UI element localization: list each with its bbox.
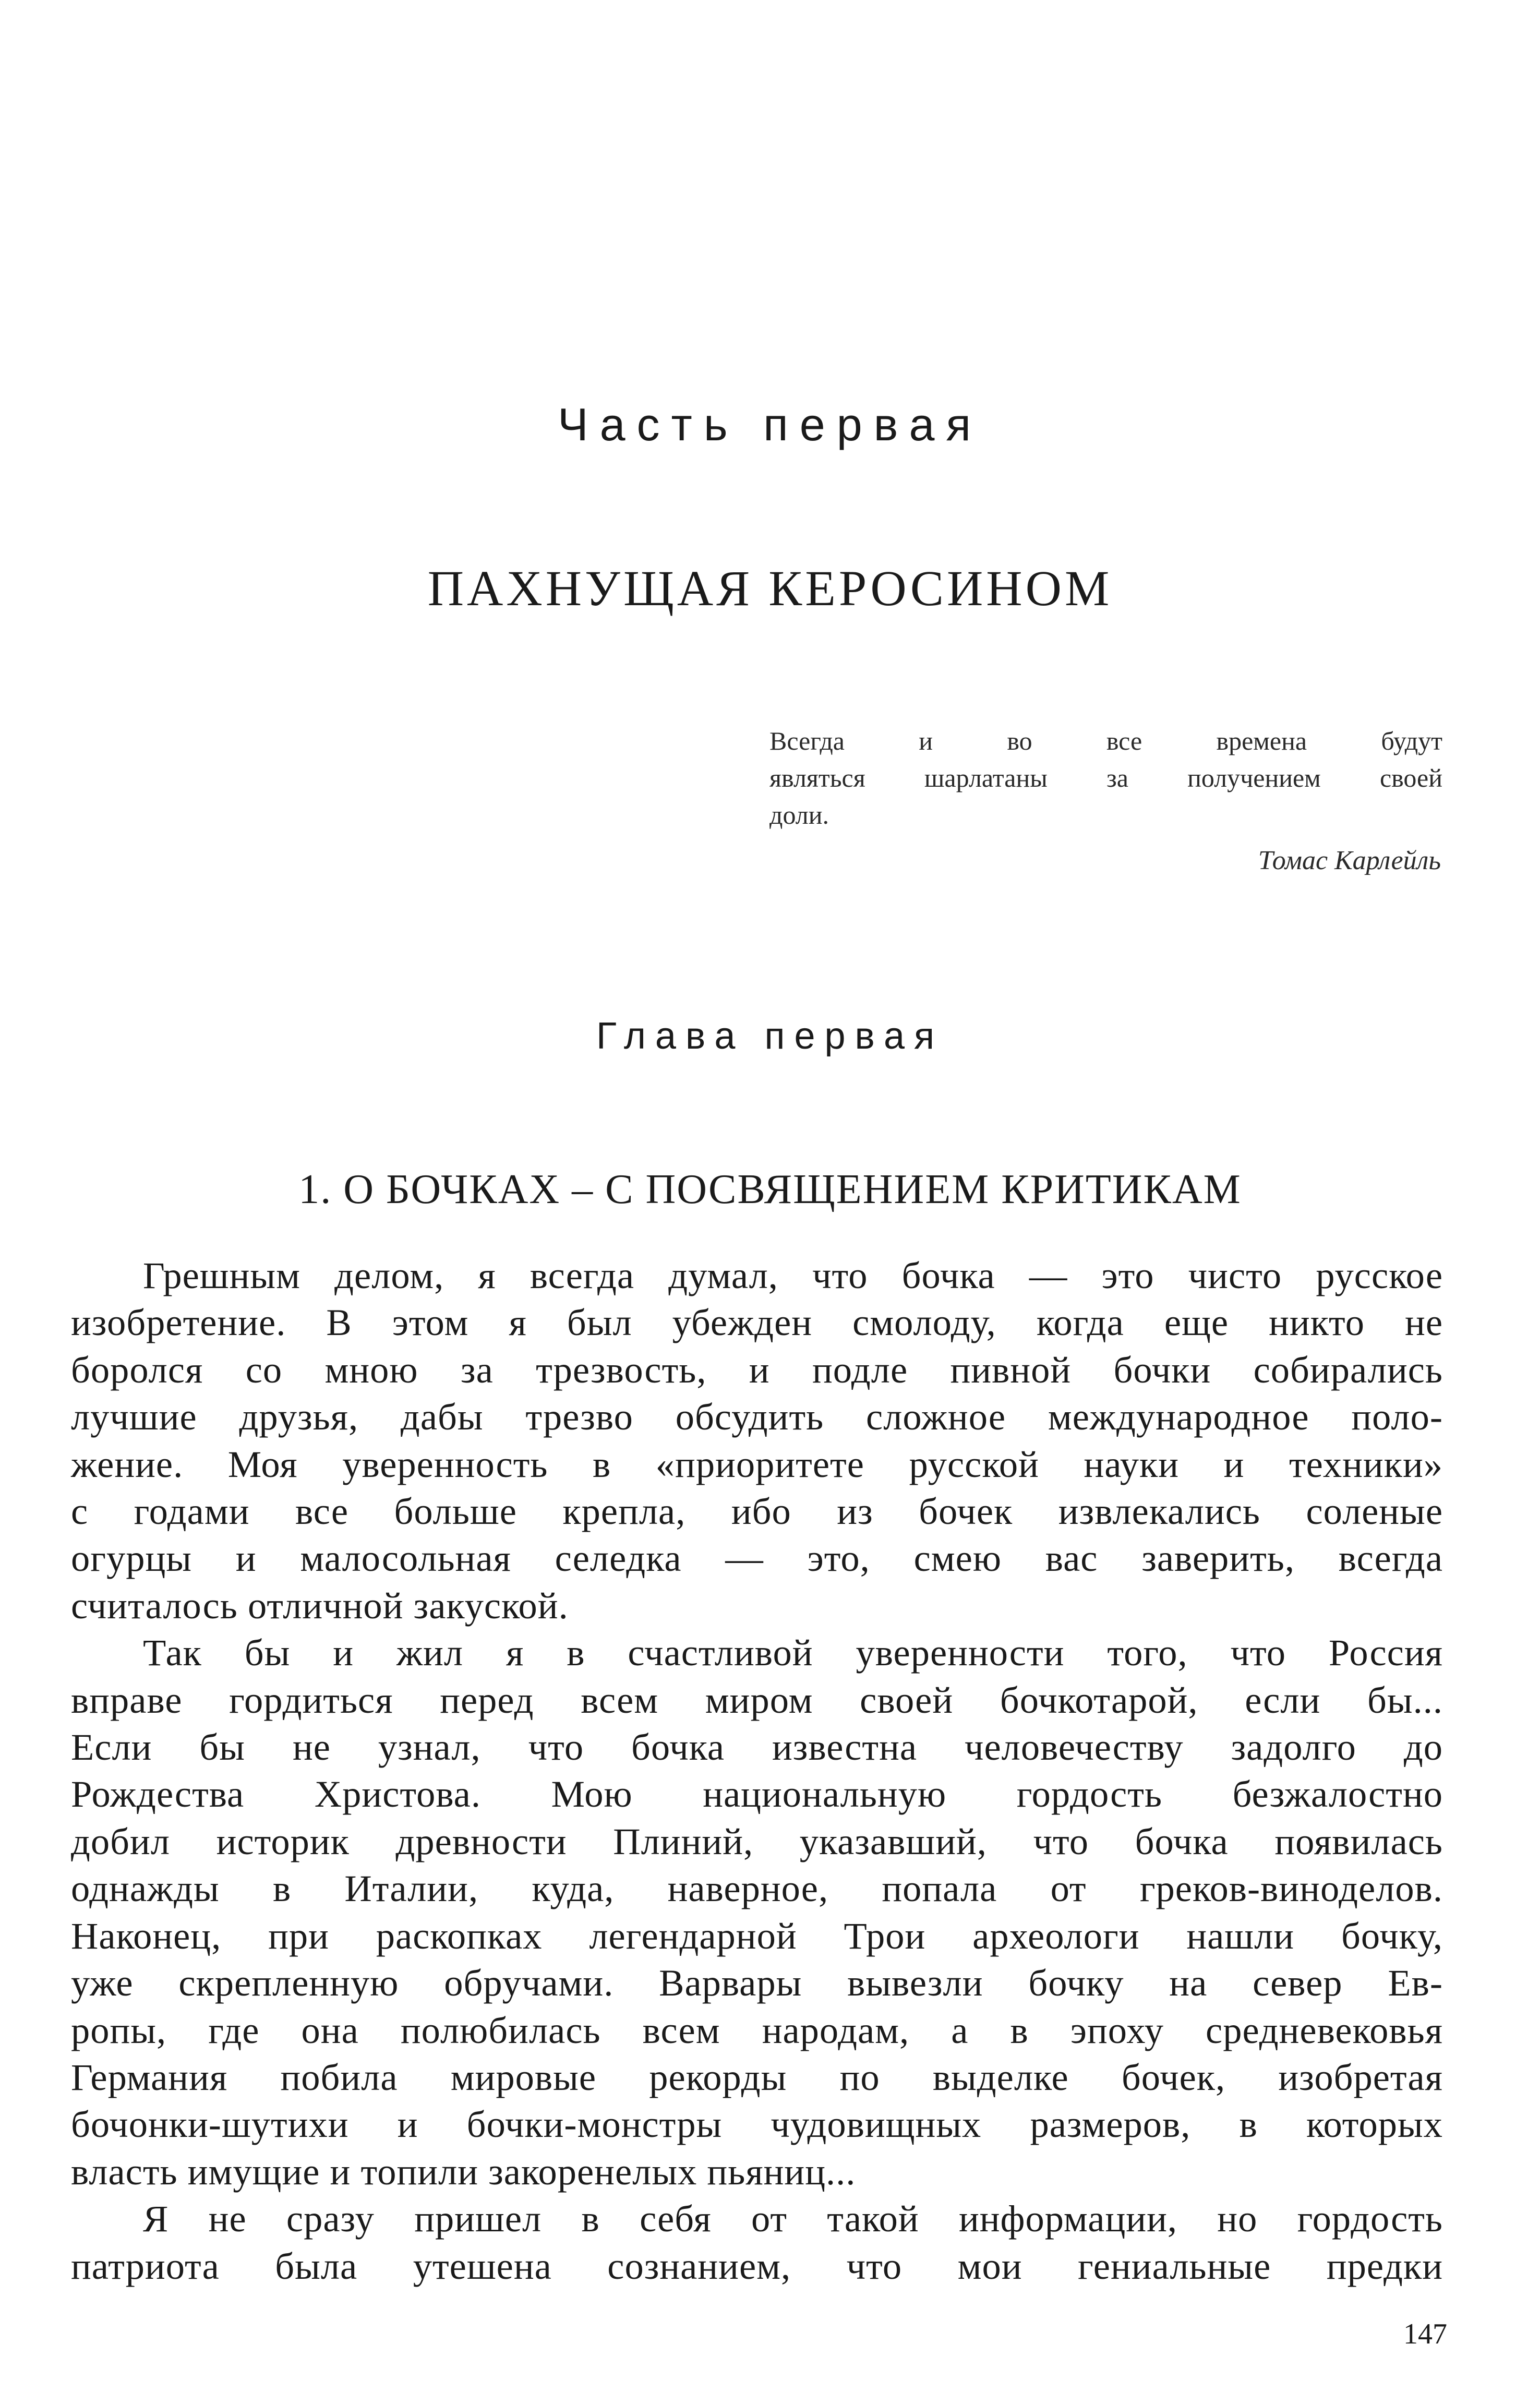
chapter-title: Глава первая: [596, 1015, 944, 1057]
paragraph-line: Если бы не узнал, что бочка известна человечеству задолго до: [71, 1726, 1443, 1769]
paragraph-line: добил историк древности Плиний, указавший, что бочка появилась: [71, 1820, 1443, 1862]
paragraph-line: патриота была утешена сознанием, что мои гениальные предки: [71, 2244, 1443, 2287]
paragraph-line: жение. Моя уверенность в «приоритете русской науки и техники»: [71, 1443, 1443, 1485]
paragraph-line: Германия побила мировые рекорды по выделке бочек, изобретая: [71, 2056, 1443, 2098]
epigraph-line: являться шарлатаны за получением своей: [769, 763, 1442, 792]
paragraph-line: Так бы и жил я в счастливой уверенности того, что Россия: [143, 1631, 1443, 1674]
paragraph-line: боролся со мною за трезвость, и подле пивной бочки собирались: [71, 1348, 1443, 1391]
paragraph-line: огурцы и малосольная селедка — это, смею вас заверить, всегда: [71, 1537, 1443, 1580]
epigraph-author: Томас Карлейль: [1258, 846, 1441, 875]
section-title: 1. О БОЧКАХ – С ПОСВЯЩЕНИЕМ КРИТИКАМ: [298, 1167, 1242, 1212]
paragraph-line: Рождества Христова. Мою национальную гордость безжалостно: [71, 1773, 1443, 1816]
paragraph-line: с годами все больше крепла, ибо из бочек извлекались соленые: [71, 1490, 1443, 1533]
page-number: 147: [1403, 2318, 1447, 2350]
epigraph: [769, 723, 1442, 834]
paragraph-line: бочонки-шутихи и бочки-монстры чудовищных размеров, в которых: [71, 2103, 1443, 2146]
paragraph-line: власть имущие и топили закоренелых пьяниц...: [71, 2150, 856, 2193]
paragraph-line: вправе гордиться перед всем миром своей бочкотарой, если бы...: [71, 1678, 1443, 1721]
paragraph-line: считалось отличной закуской.: [71, 1584, 569, 1627]
paragraph-line: однажды в Италии, куда, наверное, попала от греков-виноделов.: [71, 1867, 1443, 1910]
part-title: Часть первая: [557, 399, 983, 450]
epigraph-line: Всегда и во все времена будут: [769, 726, 1442, 755]
paragraph-line: ропы, где она полюбилась всем народам, а в эпоху средневековья: [71, 2009, 1443, 2051]
part-subtitle: ПАХНУЩАЯ КЕРОСИНОМ: [427, 560, 1113, 616]
body-text: [71, 1252, 1443, 2290]
paragraph-line: изобретение. В этом я был убежден смолоду, когда еще никто не: [71, 1301, 1443, 1344]
epigraph-line: доли.: [769, 800, 829, 830]
paragraph-line: уже скрепленную обручами. Варвары вывезли бочку на север Ев-: [71, 1962, 1443, 2004]
paragraph-line: лучшие друзья, дабы трезво обсудить сложное международное поло-: [71, 1396, 1443, 1438]
paragraph-line: Я не сразу пришел в себя от такой информации, но гордость: [143, 2197, 1443, 2240]
paragraph-line: Наконец, при раскопках легендарной Трои археологи нашли бочку,: [71, 1914, 1443, 1957]
paragraph-line: Грешным делом, я всегда думал, что бочка — это чисто русское: [143, 1254, 1443, 1296]
